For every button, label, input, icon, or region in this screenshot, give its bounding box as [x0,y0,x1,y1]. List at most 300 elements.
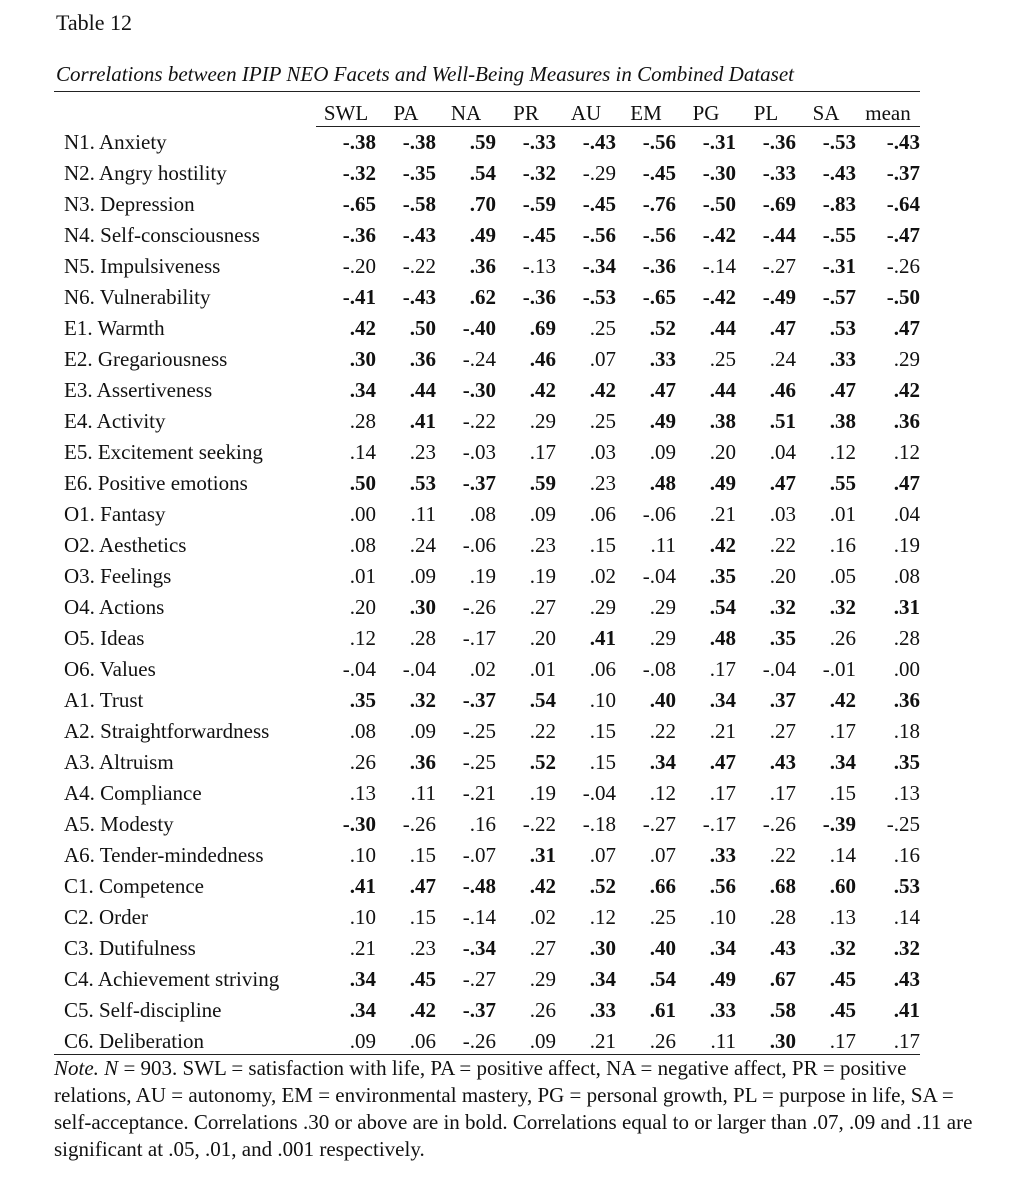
table-cell: .34 [649,750,676,774]
table-cell: .12 [589,905,616,929]
table-cell: .15 [589,750,616,774]
row-label: O4. Actions [64,595,165,619]
table-cell: -.14 [462,905,496,929]
table-cell: .08 [349,719,376,743]
table-cell: .11 [710,1029,736,1053]
row-label: N3. Depression [64,192,195,216]
table-cell: -.69 [762,192,796,216]
table-row [54,251,920,282]
table-cell: .32 [829,936,856,960]
table-cell: .34 [349,378,376,402]
table-cell: -.36 [762,130,796,154]
table-cell: -.27 [642,812,676,836]
table-cell: .47 [769,471,796,495]
table-cell: .50 [349,471,376,495]
table-cell: -.76 [642,192,676,216]
table-row [54,406,920,437]
table-cell: .48 [649,471,676,495]
row-label: N5. Impulsiveness [64,254,221,278]
table-cell: .13 [893,781,920,805]
table-cell: -.06 [642,502,676,526]
table-cell: .42 [409,998,436,1022]
row-label: N4. Self-consciousness [64,223,260,247]
table-cell: .17 [829,719,856,743]
table-row [54,964,920,995]
table-row [54,158,920,189]
table-cell: -.56 [642,130,676,154]
table-cell: .23 [529,533,556,557]
table-cell: -.18 [582,812,616,836]
table-cell: -.04 [762,657,796,681]
table-cell: .29 [529,967,556,991]
table-cell: .13 [829,905,856,929]
table-cell: .44 [709,316,736,340]
row-label: A5. Modesty [64,812,174,836]
table-cell: .04 [769,440,796,464]
table-cell: .22 [649,719,676,743]
table-cell: .50 [409,316,436,340]
row-label: A6. Tender-mindedness [64,843,264,867]
table-cell: .32 [769,595,796,619]
table-cell: -.13 [522,254,556,278]
table-cell: -.38 [402,130,436,154]
table-cell: -.43 [402,285,436,309]
table-cell: .42 [709,533,736,557]
note-text: = 903. SWL = satisfaction with life, PA = positive affect, NA = negative affect, PR = positive relations, AU = autonomy, EM = environmental mastery, PG = personal growth, PL = purpose in life, SA = self-acceptance. Correlations .30 or above are in bold. Correlations equal to or larger than .07, .09 and .11 are significant at .05, .01, and .001 respectively. [54,1056,973,1161]
table-cell: .29 [589,595,616,619]
table-row [54,127,920,159]
table-cell: .02 [469,657,496,681]
table-cell: .15 [589,719,616,743]
table-cell: -.64 [886,192,920,216]
table-cell: .17 [829,1029,856,1053]
table-cell: .14 [829,843,856,867]
table-cell: -.56 [642,223,676,247]
table-cell: -.27 [462,967,496,991]
table-cell: .21 [349,936,376,960]
table-cell: .28 [893,626,920,650]
table-cell: .45 [829,998,856,1022]
table-cell: .68 [769,874,796,898]
table-cell: .09 [409,719,436,743]
table-cell: .09 [529,502,556,526]
table-row [54,344,920,375]
table-cell: .11 [410,502,436,526]
table-cell: .42 [529,378,556,402]
table-cell: .26 [649,1029,676,1053]
table-cell: .29 [529,409,556,433]
table-row [54,778,920,809]
table-cell: .47 [769,316,796,340]
table-cell: .06 [409,1029,436,1053]
table-cell: .47 [709,750,736,774]
table-cell: .17 [893,1029,920,1053]
table-cell: .44 [709,378,736,402]
table-cell: -.37 [462,998,496,1022]
table-cell: -.32 [342,161,376,185]
table-cell: .01 [829,502,856,526]
table-cell: -.22 [462,409,496,433]
table-cell: -.53 [822,130,856,154]
table-cell: .23 [409,936,436,960]
table-cell: .25 [589,316,616,340]
table-cell: .12 [893,440,920,464]
table-cell: .23 [589,471,616,495]
table-cell: .46 [769,378,796,402]
table-cell: .37 [769,688,796,712]
table-cell: .14 [349,440,376,464]
table-cell: -.04 [642,564,676,588]
table-cell: .54 [649,967,676,991]
row-label: N2. Angry hostility [64,161,227,185]
row-label: C6. Deliberation [64,1029,204,1053]
table-cell: .19 [893,533,920,557]
table-cell: .70 [469,192,496,216]
col-header: PA [376,92,436,127]
table-cell: .24 [409,533,436,557]
table-row [54,375,920,406]
table-cell: .38 [709,409,736,433]
table-cell: -.39 [822,812,856,836]
table-cell: -.49 [762,285,796,309]
table-cell: .03 [589,440,616,464]
table-cell: -.37 [462,471,496,495]
table-row [54,189,920,220]
table-row [54,468,920,499]
table-cell: -.45 [582,192,616,216]
table-cell: .26 [829,626,856,650]
table-cell: -.21 [462,781,496,805]
table-cell: .58 [769,998,796,1022]
table-cell: -.03 [462,440,496,464]
table-cell: .36 [409,750,436,774]
table-cell: .08 [893,564,920,588]
table-cell: -.25 [462,750,496,774]
table-cell: .22 [529,719,556,743]
table-cell: -.41 [342,285,376,309]
table-cell: .28 [349,409,376,433]
row-label: E5. Excitement seeking [64,440,263,464]
row-label: E4. Activity [64,409,166,433]
table-cell: .59 [529,471,556,495]
table-cell: .36 [409,347,436,371]
table-cell: .22 [769,843,796,867]
table-cell: .34 [829,750,856,774]
table-row [54,716,920,747]
table-cell: .30 [409,595,436,619]
table-cell: .26 [529,998,556,1022]
table-cell: .42 [589,378,616,402]
table-cell: .16 [893,843,920,867]
col-header-mean: mean [856,92,920,127]
table-cell: .43 [769,936,796,960]
table-cell: -.29 [582,161,616,185]
table-cell: .00 [349,502,376,526]
row-label: E2. Gregariousness [64,347,228,371]
table-cell: -.31 [702,130,736,154]
table-cell: .20 [709,440,736,464]
table-row [54,561,920,592]
table-cell: -.43 [582,130,616,154]
table-row [54,809,920,840]
table-cell: .42 [829,688,856,712]
table-cell: .53 [409,471,436,495]
table-cell: .52 [529,750,556,774]
table-number: Table 12 [56,10,133,35]
table-cell: .49 [709,967,736,991]
table-cell: -.37 [462,688,496,712]
table-cell: .29 [649,595,676,619]
table-cell: .28 [409,626,436,650]
row-label: O3. Feelings [64,564,172,588]
table-cell: .22 [769,533,796,557]
table-cell: -.06 [462,533,496,557]
table-cell: .18 [893,719,920,743]
col-header: EM [616,92,676,127]
table-cell: .30 [349,347,376,371]
table-cell: .54 [469,161,496,185]
table-cell: -.04 [582,781,616,805]
table-cell: .45 [409,967,436,991]
table-row [54,282,920,313]
table-cell: .09 [349,1029,376,1053]
row-label: E3. Assertiveness [64,378,213,402]
table-cell: .36 [893,409,920,433]
table-cell: .33 [709,843,736,867]
table-cell: .06 [589,502,616,526]
table-cell: -.53 [582,285,616,309]
table-cell: .33 [829,347,856,371]
table-cell: -.59 [522,192,556,216]
table-cell: .05 [829,564,856,588]
table-cell: .19 [529,781,556,805]
table-cell: .29 [649,626,676,650]
table-cell: .17 [769,781,796,805]
table-caption: Correlations between IPIP NEO Facets and Well-Being Measures in Combined Dataset [56,62,795,86]
table-cell: .41 [349,874,376,898]
table-cell: .19 [469,564,496,588]
table-cell: .15 [589,533,616,557]
table-cell: .15 [409,843,436,867]
table-cell: -.55 [822,223,856,247]
table-cell: -.22 [402,254,436,278]
table-cell: -.32 [522,161,556,185]
table-row [54,840,920,871]
table-cell: -.83 [822,192,856,216]
row-label: O6. Values [64,657,156,681]
table-cell: .42 [349,316,376,340]
table-cell: .32 [409,688,436,712]
col-header: NA [436,92,496,127]
table-cell: .47 [829,378,856,402]
table-cell: -.14 [702,254,736,278]
table-cell: .26 [349,750,376,774]
col-header: SWL [316,92,376,127]
table-cell: .21 [709,502,736,526]
table-cell: .42 [529,874,556,898]
header-row [54,92,920,127]
table-cell: -.04 [342,657,376,681]
table-row [54,623,920,654]
table-cell: .47 [649,378,676,402]
row-label: C1. Competence [64,874,204,898]
table-cell: -.43 [402,223,436,247]
table-cell: .54 [529,688,556,712]
table-cell: .30 [769,1029,796,1053]
table-cell: -.48 [462,874,496,898]
row-label: C2. Order [64,905,148,929]
table-cell: .13 [349,781,376,805]
table-cell: .34 [709,936,736,960]
table-cell: -.45 [642,161,676,185]
table-cell: .42 [893,378,920,402]
row-label: C4. Achievement striving [64,967,280,991]
table-row [54,499,920,530]
row-label: A4. Compliance [64,781,202,805]
table-cell: -.26 [462,595,496,619]
table-cell: .23 [409,440,436,464]
table-cell: -.33 [762,161,796,185]
table-cell: .49 [649,409,676,433]
table-cell: .41 [409,409,436,433]
col-header: PL [736,92,796,127]
table-cell: .09 [409,564,436,588]
table-cell: -.33 [522,130,556,154]
header-blank [54,92,316,127]
table-cell: .24 [769,347,796,371]
table-cell: -.22 [522,812,556,836]
table-cell: .60 [829,874,856,898]
table-cell: .45 [829,967,856,991]
table-cell: .31 [529,843,556,867]
table-cell: .40 [649,936,676,960]
table-cell: .03 [769,502,796,526]
table-cell: -.47 [886,223,920,247]
table-cell: -.36 [342,223,376,247]
table-row [54,654,920,685]
col-header: PR [496,92,556,127]
table-cell: .29 [893,347,920,371]
table-cell: .28 [769,905,796,929]
row-label: C3. Dutifulness [64,936,196,960]
table-cell: .17 [709,781,736,805]
table-cell: -.50 [886,285,920,309]
table-cell: .08 [349,533,376,557]
row-label: O1. Fantasy [64,502,166,526]
table-row [54,530,920,561]
table-cell: .35 [769,626,796,650]
table-cell: .47 [893,471,920,495]
table-cell: .00 [893,657,920,681]
table-cell: -.38 [342,130,376,154]
table-cell: -.27 [762,254,796,278]
table-cell: .40 [649,688,676,712]
table-cell: .41 [893,998,920,1022]
table-cell: .49 [469,223,496,247]
table-cell: .55 [829,471,856,495]
table-cell: .10 [589,688,616,712]
table-cell: .08 [469,502,496,526]
table-row [54,437,920,468]
table-cell: .51 [769,409,796,433]
table-cell: .34 [589,967,616,991]
table-cell: .10 [709,905,736,929]
table-cell: .12 [649,781,676,805]
correlation-table [54,92,920,1057]
table-cell: -.65 [342,192,376,216]
table-cell: .17 [709,657,736,681]
table-cell: .59 [469,130,496,154]
table-cell: -.24 [462,347,496,371]
row-label: N1. Anxiety [64,129,167,154]
table-cell: .12 [829,440,856,464]
table-row [54,871,920,902]
table-cell: .12 [349,626,376,650]
table-cell: .11 [650,533,676,557]
table-cell: .34 [709,688,736,712]
table-cell: -.58 [402,192,436,216]
col-header: AU [556,92,616,127]
table-cell: .33 [709,998,736,1022]
table-cell: -.08 [642,657,676,681]
table-cell: -.42 [702,285,736,309]
table-row [54,995,920,1026]
table-row [54,1026,920,1057]
table-cell: .11 [410,781,436,805]
table-cell: .16 [469,812,496,836]
table-cell: -.26 [762,812,796,836]
table-cell: .66 [649,874,676,898]
table-cell: .01 [529,657,556,681]
table-cell: -.37 [886,161,920,185]
table-cell: .52 [589,874,616,898]
table-cell: .34 [349,967,376,991]
row-label: O5. Ideas [64,626,145,650]
table-cell: -.07 [462,843,496,867]
table-cell: -.31 [822,254,856,278]
table-cell: .32 [829,595,856,619]
table-cell: .54 [709,595,736,619]
table-cell: .67 [769,967,796,991]
table-cell: .07 [589,843,616,867]
table-row [54,747,920,778]
table-cell: -.35 [402,161,436,185]
table-cell: .53 [893,874,920,898]
row-label: N6. Vulnerability [64,285,211,309]
table-cell: .34 [349,998,376,1022]
table-cell: -.30 [342,812,376,836]
table-cell: .21 [589,1029,616,1053]
table-cell: -.30 [462,378,496,402]
table-cell: -.43 [822,161,856,185]
table-cell: -.26 [402,812,436,836]
table-cell: .16 [829,533,856,557]
table-cell: .01 [349,564,376,588]
table-cell: -.42 [702,223,736,247]
col-header: SA [796,92,856,127]
table-cell: .61 [649,998,676,1022]
table-row [54,933,920,964]
table-cell: -.17 [702,812,736,836]
table-cell: .06 [589,657,616,681]
table-cell: .14 [893,905,920,929]
table-cell: -.25 [462,719,496,743]
table-cell: .33 [649,347,676,371]
table-cell: .32 [893,936,920,960]
table-note [54,1055,974,1163]
table-cell: .27 [529,595,556,619]
table-cell: .02 [529,905,556,929]
